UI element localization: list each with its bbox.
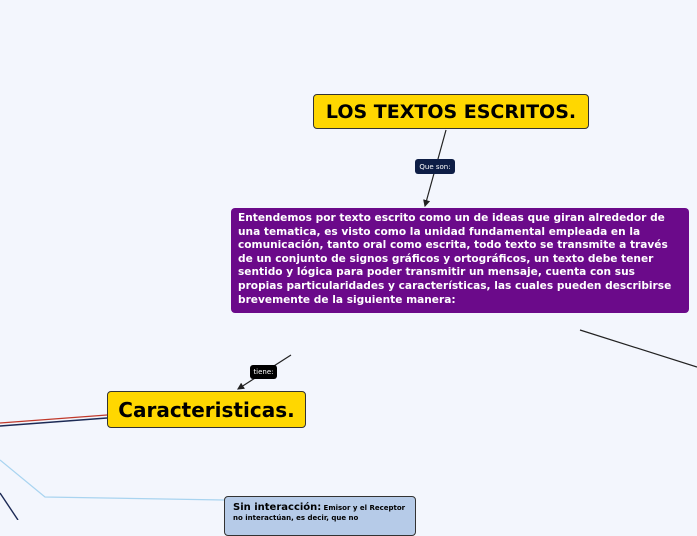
connector-label-tiene[interactable]: [250, 365, 277, 379]
node-definicion-text: Entendemos por texto escrito como un de ideas que giran alrededor de una tematica, es visto como la unidad fundamental empleada en la comunicación, tanto oral como escrita, todo texto se transmite a través de un conjunto de signos gráficos y ortográficos, un texto debe tener sentido y lógica para poder transmitir un mensaje, cuenta con sus propias particularidades y características, las cuales pueden describirse brevemente de la siguiente manera:: [238, 212, 672, 306]
node-caracteristicas-text: Caracteristicas.: [118, 397, 295, 422]
node-sin-interaccion[interactable]: [224, 496, 416, 536]
edge-to-sin-interaccion: [0, 460, 224, 500]
node-title-text: LOS TEXTOS ESCRITOS.: [325, 100, 577, 123]
node-definicion[interactable]: [231, 208, 689, 313]
node-caracteristicas[interactable]: [107, 391, 306, 428]
node-los-textos-escritos[interactable]: [313, 94, 589, 129]
connector-label-tiene-text: tiene:: [253, 368, 274, 376]
node-sin-interaccion-text: Emisor y el Receptor no interactúan, es decir, que no: [233, 504, 406, 522]
connector-label-que-son-text: Que son:: [419, 162, 451, 171]
edge-definition-right: [580, 330, 697, 367]
node-sin-interaccion-title: Sin interacción:: [233, 502, 322, 513]
connector-label-que-son[interactable]: [415, 159, 455, 174]
edge-lower-left-dark: [0, 493, 18, 520]
